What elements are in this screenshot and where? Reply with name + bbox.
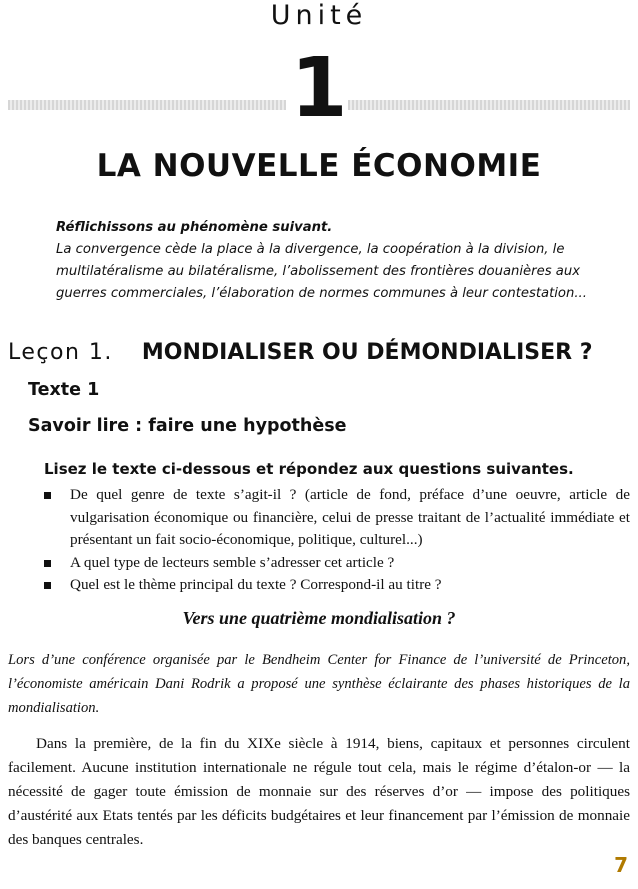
text-label: Texte 1 bbox=[28, 380, 100, 400]
bullet-icon bbox=[44, 582, 51, 589]
question-list bbox=[44, 484, 630, 597]
intro-title: Réflichissons au phénomène suivant. bbox=[56, 220, 333, 235]
unit-label: Unité bbox=[270, 0, 368, 31]
skill-heading: Savoir lire : faire une hypothèse bbox=[28, 416, 347, 436]
question-item bbox=[44, 484, 630, 552]
question-item bbox=[44, 574, 630, 597]
question-text: A quel type de lecteurs semble s’adresser cet article ? bbox=[70, 553, 395, 571]
page-number: 7 bbox=[614, 853, 628, 877]
intro-text: La convergence cède la place à la divergence, la coopération à la division, le multilatéralisme au bilatéralisme, l’abolissement des frontières douanières aux guerres commerciales, l’élaboration de normes communes à leur contestation... bbox=[56, 242, 587, 301]
lesson-label: Leçon 1. bbox=[8, 340, 113, 365]
bullet-icon bbox=[44, 560, 51, 567]
lesson-title: MONDIALISER OU DÉMONDIALISER ? bbox=[141, 340, 593, 365]
article-paragraph: Dans la première, de la fin du XIXe siècle à 1914, biens, capitaux et personnes circulent facilement. Aucune institution internationale ne régule tout cela, mais le régime d’étalon-or — la nécessité de gager toute émission de monnaie sur des réserves d’or — impose des politiques d’austérité aux Etats tentés par les déficits budgétaires et leur financement par l’émission de monnaie des banques centrales. bbox=[8, 735, 630, 848]
bullet-icon bbox=[44, 492, 51, 499]
article-lead: Lors d’une conférence organisée par le Bendheim Center for Finance de l’université de Princeton, l’économiste américain Dani Rodrik a proposé une synthèse éclairante des phases historiques de la mondialisation. bbox=[8, 652, 630, 716]
question-text: De quel genre de texte s’agit-il ? (article de fond, préface d’une oeuvre, article de vulgarisation économique ou financière, celui de presse traitant de l’actualité immédiate et présentant un fait socio-économique, politique, culturel...) bbox=[70, 486, 630, 548]
instruction: Lisez le texte ci-dessous et répondez aux questions suivantes. bbox=[44, 460, 574, 478]
intro-block bbox=[56, 217, 616, 305]
article-body bbox=[8, 732, 630, 852]
unit-title: LA NOUVELLE ÉCONOMIE bbox=[96, 148, 542, 184]
article-title: Vers une quatrième mondialisation ? bbox=[182, 608, 456, 628]
question-text: Quel est le thème principal du texte ? Correspond-il au titre ? bbox=[70, 576, 442, 593]
unit-number: 1 bbox=[290, 41, 348, 136]
question-item bbox=[44, 552, 630, 575]
lesson-heading bbox=[8, 340, 592, 365]
